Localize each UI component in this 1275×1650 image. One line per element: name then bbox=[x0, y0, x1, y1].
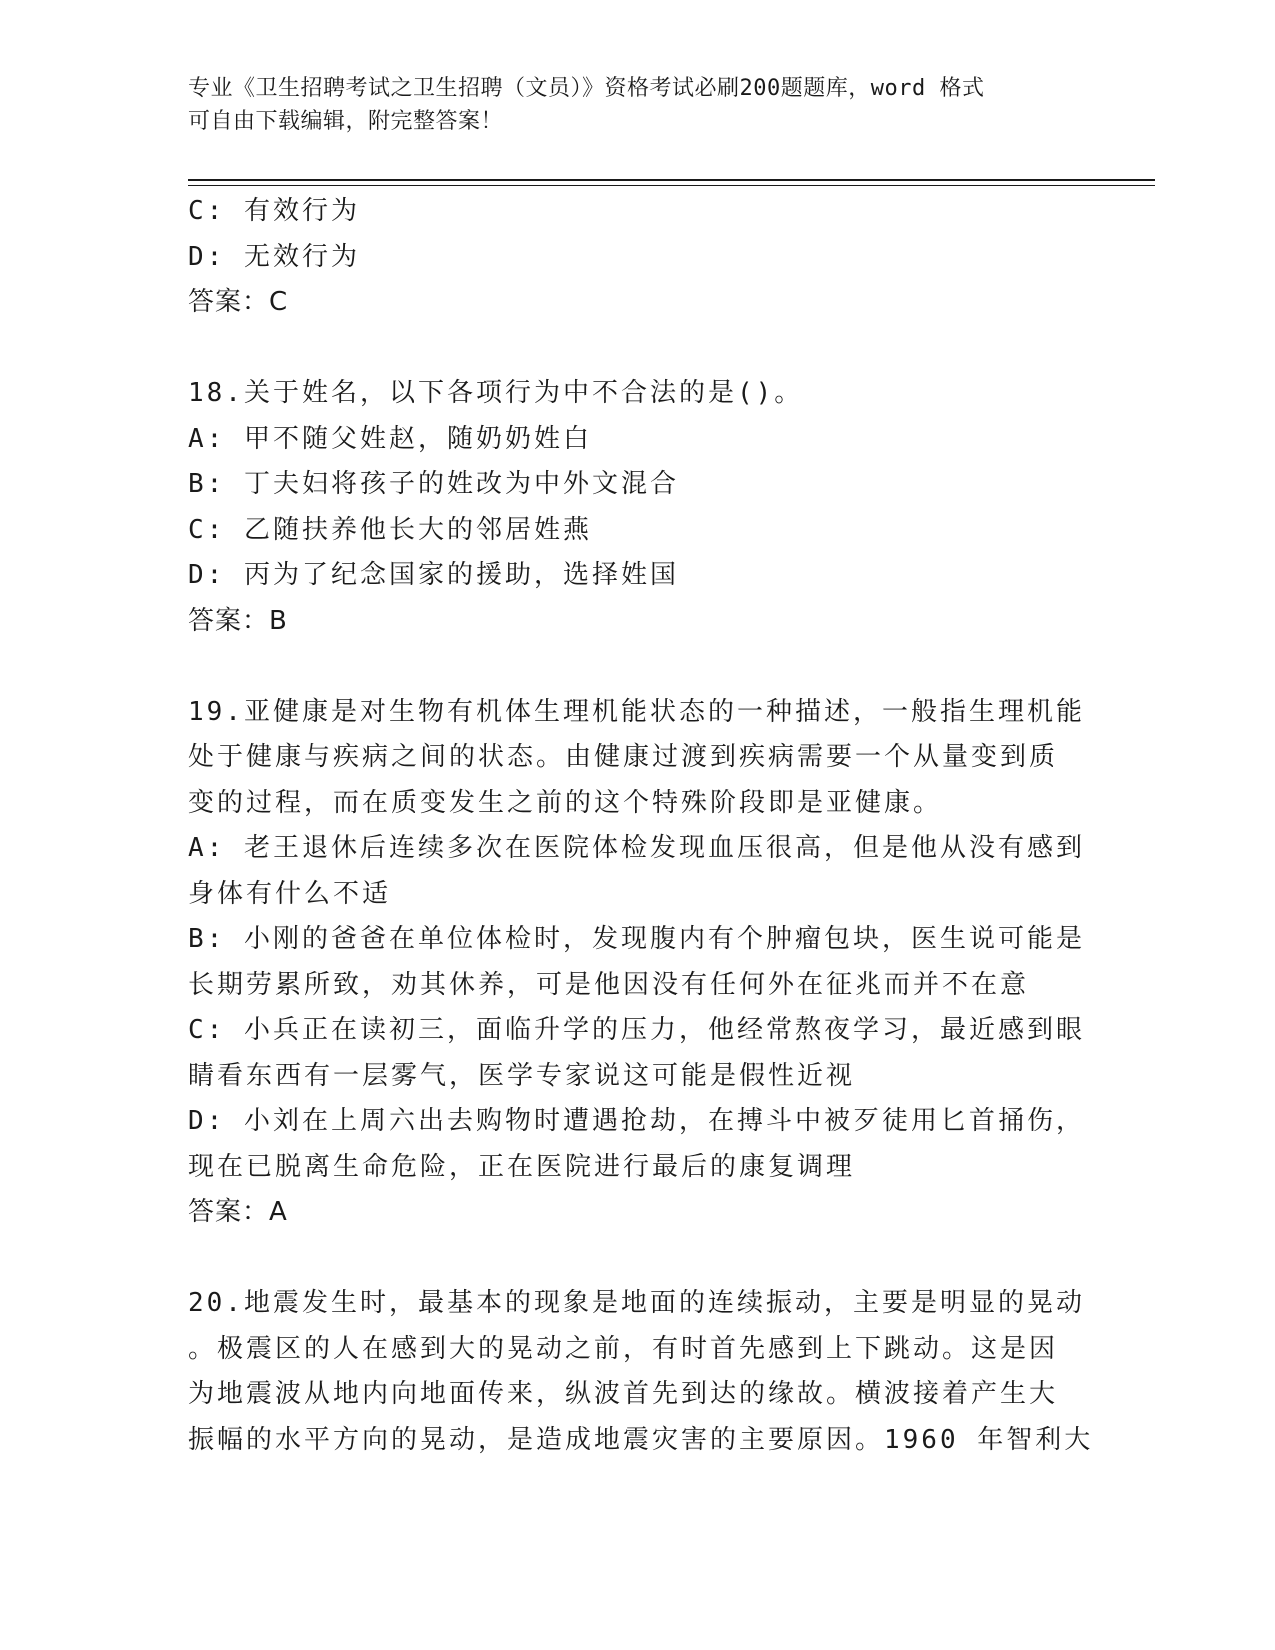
header-divider-thick bbox=[188, 179, 1155, 181]
q18-option-d: D: 丙为了纪念国家的援助，选择姓国 bbox=[188, 560, 679, 590]
q19-question-line-3: 变的过程，而在质变发生之前的这个特殊阶段即是亚健康。 bbox=[188, 787, 943, 818]
q19-option-d-line-1: D: 小刘在上周六出去购物时遭遇抢劫，在搏斗中被歹徒用匕首捅伤， bbox=[188, 1106, 1085, 1136]
q19-option-c-line-1: C: 小兵正在读初三，面临升学的压力，他经常熬夜学习，最近感到眼 bbox=[188, 1015, 1085, 1045]
q17-option-c: C: 有效行为 bbox=[188, 196, 360, 226]
spacer bbox=[188, 1236, 1088, 1282]
q17-option-d: D: 无效行为 bbox=[188, 241, 360, 272]
q19-answer: 答案：A bbox=[188, 1197, 288, 1227]
q18-option-c: C: 乙随扶养他长大的邻居姓燕 bbox=[188, 514, 592, 545]
q18-option-b: B: 丁夫妇将孩子的姓改为中外文混合 bbox=[188, 469, 679, 499]
header-line-1: 专业《卫生招聘考试之卫生招聘（文员）》资格考试必刷200题题库，word 格式 bbox=[188, 76, 985, 101]
q19-option-a-line-2: 身体有什么不适 bbox=[188, 878, 392, 909]
spacer bbox=[188, 644, 1088, 690]
q19-option-b-line-1: B: 小刚的爸爸在单位体检时，发现腹内有个肿瘤包块，医生说可能是 bbox=[188, 924, 1085, 954]
q20-question-line-2: 。极震区的人在感到大的晃动之前，有时首先感到上下跳动。这是因 bbox=[188, 1333, 1059, 1364]
question-18 bbox=[188, 371, 1088, 644]
q19-option-c-line-2: 睛看东西有一层雾气，医学专家说这可能是假性近视 bbox=[188, 1060, 856, 1091]
question-19 bbox=[188, 690, 1088, 1236]
q19-option-b-line-2: 长期劳累所致，劝其休养，可是他因没有任何外在征兆而并不在意 bbox=[188, 969, 1030, 1000]
document-header bbox=[188, 72, 1068, 138]
q18-option-a: A: 甲不随父姓赵，随奶奶姓白 bbox=[188, 423, 592, 454]
q19-option-a-line-1: A: 老王退休后连续多次在医院体检发现血压很高，但是他从没有感到 bbox=[188, 833, 1085, 863]
spacer bbox=[188, 326, 1088, 372]
q20-question-line-4: 振幅的水平方向的晃动，是造成地震灾害的主要原因。1960 年智利大 bbox=[188, 1424, 1094, 1455]
q20-question-line-3: 为地震波从地内向地面传来，纵波首先到达的缘故。横波接着产生大 bbox=[188, 1379, 1059, 1409]
header-line-2: 可自由下载编辑，附完整答案！ bbox=[188, 109, 504, 134]
question-20 bbox=[188, 1281, 1094, 1463]
q17-answer: 答案：C bbox=[188, 287, 289, 317]
header-divider-thin bbox=[188, 185, 1155, 186]
q19-option-d-line-2: 现在已脱离生命危险，正在医院进行最后的康复调理 bbox=[188, 1151, 856, 1182]
q18-question: 18.关于姓名，以下各项行为中不合法的是()。 bbox=[188, 378, 804, 408]
q18-answer: 答案：B bbox=[188, 605, 288, 636]
q20-question-line-1: 20.地震发生时，最基本的现象是地面的连续振动，主要是明显的晃动 bbox=[188, 1288, 1085, 1318]
q19-question-line-2: 处于健康与疾病之间的状态。由健康过渡到疾病需要一个从量变到质 bbox=[188, 742, 1059, 772]
question-content bbox=[188, 189, 1094, 1463]
question-17-tail bbox=[188, 189, 1088, 326]
q19-question-line-1: 19.亚健康是对生物有机体生理机能状态的一种描述，一般指生理机能 bbox=[188, 696, 1085, 727]
